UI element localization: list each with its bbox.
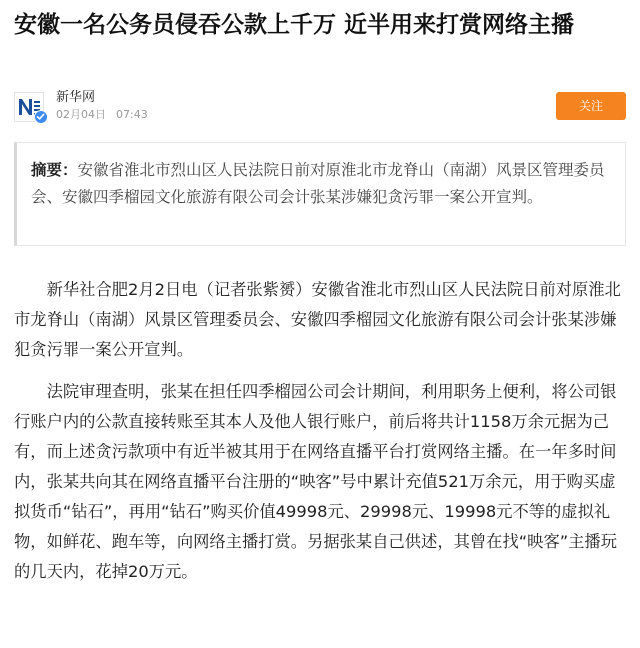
author-row: [14, 90, 626, 124]
article-paragraph: 法院审理查明，张某在担任四季榴园公司会计期间，利用职务上便利，将公司银行账户内的公款直接转账至其本人及他人银行账户，前后将共计1158万余元据为己有，而上述贪污款项中有近半被其用于在网络直播平台打赏网络主播。在一年多时间内，张某共向其在网络直播平台注册的“映客”号中累计充值521万余元，用于购买虚拟货币“钻石”，再用“钻石”购买价值49998元、29998元、19998元不等的虚拟礼物，如鲜花、跑车等，向网络主播打赏。另据张某自己供述，其曾在找“映客”主播玩的几天内，花掉20万元。: [14, 382, 617, 581]
article-paragraph: 新华社合肥2月2日电（记者张紫赟）安徽省淮北市烈山区人民法院日前对原淮北市龙脊山（南湖）风景区管理委员会、安徽四季榴园文化旅游有限公司会计张某涉嫌犯贪污罪一案公开宣判。: [14, 280, 621, 359]
summary-label: 摘要：: [31, 161, 78, 179]
summary-text: 安徽省淮北市烈山区人民法院日前对原淮北市龙脊山（南湖）风景区管理委员会、安徽四季榴园文化旅游有限公司会计张某涉嫌犯贪污罪一案公开宣判。: [31, 161, 605, 206]
publish-time: 07:43: [116, 108, 148, 121]
verified-check-icon: [34, 110, 48, 124]
follow-button[interactable]: 关注: [556, 92, 626, 120]
publish-date: 02月04日: [56, 108, 106, 121]
summary-box: [14, 142, 626, 246]
publish-meta: [56, 108, 148, 122]
article-body: [14, 275, 626, 599]
article-title: 安徽一名公务员侵吞公款上千万 近半用来打赏网络主播: [14, 12, 575, 38]
author-name[interactable]: 新华网: [56, 90, 96, 105]
